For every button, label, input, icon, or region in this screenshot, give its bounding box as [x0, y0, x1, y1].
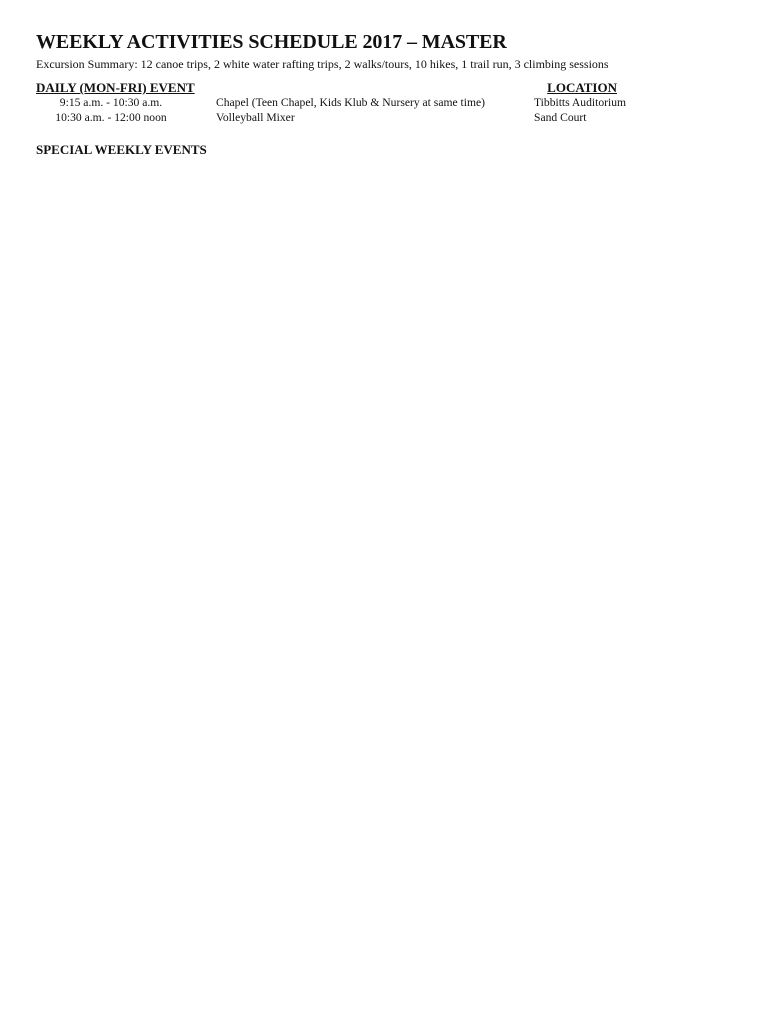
daily-time: 10:30 a.m. - 12:00 noon: [55, 111, 167, 124]
daily-header-row: [36, 80, 736, 95]
daily-header: DAILY (MON-FRI) EVENT: [36, 80, 195, 95]
daily-activity: Volleyball Mixer: [216, 111, 295, 124]
daily-activity: Chapel (Teen Chapel, Kids Klub & Nursery at same time): [216, 96, 485, 109]
schedule-page: [36, 30, 736, 167]
daily-events-table: [36, 95, 736, 125]
page-title: WEEKLY ACTIVITIES SCHEDULE 2017 – MASTER: [36, 31, 507, 53]
excursion-summary: Excursion Summary: 12 canoe trips, 2 white water rafting trips, 2 walks/tours, 10 hikes, 1 trail run, 3 climbing sessions: [36, 57, 609, 71]
special-header: SPECIAL WEEKLY EVENTS: [36, 142, 207, 157]
daily-location: Sand Court: [534, 111, 587, 124]
daily-location: Tibbitts Auditorium: [534, 96, 627, 109]
daily-time: 9:15 a.m. - 10:30 a.m.: [59, 96, 163, 109]
daily-row: [36, 110, 736, 125]
location-header: LOCATION: [547, 80, 617, 95]
daily-row: [36, 95, 736, 110]
